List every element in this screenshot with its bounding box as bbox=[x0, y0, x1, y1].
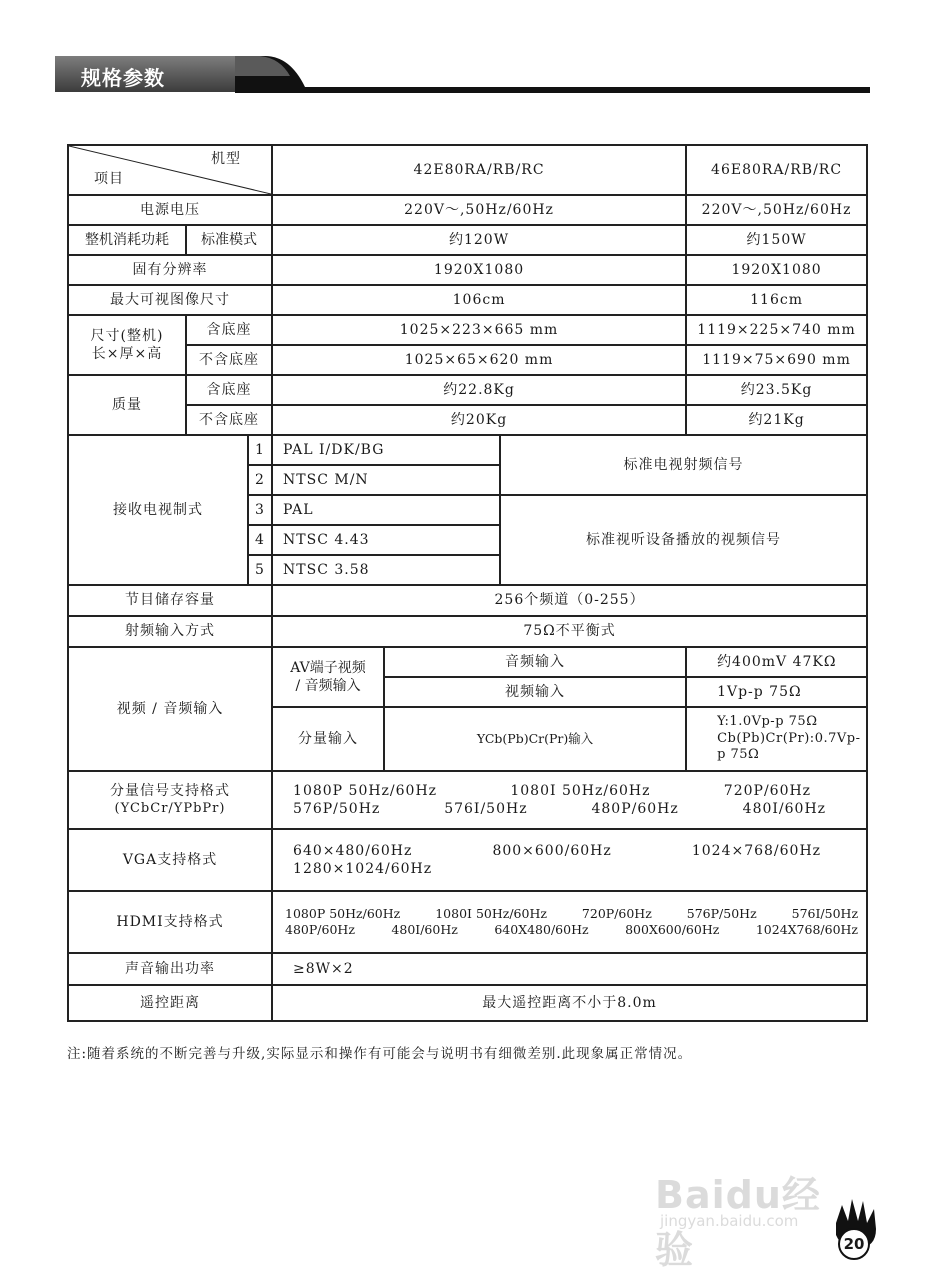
dimensions-label-line1: 尺寸(整机) bbox=[90, 327, 164, 344]
format-item: 576P/50Hz bbox=[686, 905, 757, 921]
dimensions-value: 1025×65×620 mm bbox=[272, 345, 686, 375]
watermark-brand: Baidu经验 bbox=[655, 1173, 821, 1272]
format-item: 1080P 50Hz/60Hz bbox=[285, 905, 401, 921]
av-terminal-label-line2: / 音频输入 bbox=[295, 678, 361, 694]
without-stand-label: 不含底座 bbox=[186, 405, 272, 435]
format-item: 576I/50Hz bbox=[444, 801, 528, 817]
component-formats-list bbox=[272, 771, 867, 829]
power-voltage-value: 220V～,50Hz/60Hz bbox=[272, 195, 686, 225]
tv-system-number: 5 bbox=[248, 555, 272, 585]
format-item: 576I/50Hz bbox=[791, 905, 859, 921]
dimensions-label-line2: 长×厚×高 bbox=[91, 346, 163, 362]
format-item: 576P/50Hz bbox=[293, 801, 381, 817]
audio-in-value: 约400mV 47KΩ bbox=[686, 647, 867, 677]
format-item: 1080I 50Hz/60Hz bbox=[510, 782, 651, 799]
format-item: 1280×1024/60Hz bbox=[293, 861, 433, 877]
with-stand-label: 含底座 bbox=[186, 315, 272, 345]
dimensions-value: 1119×225×740 mm bbox=[686, 315, 867, 345]
vga-formats-label: VGA支持格式 bbox=[68, 829, 272, 891]
channel-memory-value: 256个频道（0-255） bbox=[272, 585, 867, 616]
av-terminal-label-line1: AV端子视频 bbox=[290, 659, 366, 676]
resolution-label: 固有分辨率 bbox=[68, 255, 272, 285]
tv-system-number: 2 bbox=[248, 465, 272, 495]
model-header-1: 42E80RA/RB/RC bbox=[272, 145, 686, 195]
channel-memory-label: 节目储存容量 bbox=[68, 585, 272, 616]
tv-system-name: PAL I/DK/BG bbox=[272, 435, 500, 465]
corner-model-label: 机型 bbox=[211, 151, 242, 167]
page-header bbox=[55, 56, 870, 96]
av-terminal-label bbox=[272, 647, 384, 707]
dimensions-label bbox=[68, 315, 186, 375]
with-stand-label: 含底座 bbox=[186, 375, 272, 405]
component-type: YCb(Pb)Cr(Pr)输入 bbox=[384, 707, 686, 771]
tv-systems-label: 接收电视制式 bbox=[68, 435, 248, 585]
header-rule bbox=[305, 87, 870, 93]
screen-size-value: 116cm bbox=[686, 285, 867, 315]
format-item: 1024X768/60Hz bbox=[755, 922, 859, 937]
tv-system-number: 3 bbox=[248, 495, 272, 525]
power-consumption-label: 整机消耗功耗 bbox=[68, 225, 186, 255]
spec-table bbox=[67, 144, 868, 1022]
model-header-2: 46E80RA/RB/RC bbox=[686, 145, 867, 195]
without-stand-label: 不含底座 bbox=[186, 345, 272, 375]
weight-label: 质量 bbox=[68, 375, 186, 435]
resolution-value: 1920X1080 bbox=[686, 255, 867, 285]
rf-input-value: 75Ω不平衡式 bbox=[272, 616, 867, 647]
page-title: 规格参数 bbox=[81, 66, 165, 90]
tv-system-name: PAL bbox=[272, 495, 500, 525]
format-item: 720P/60Hz bbox=[723, 782, 812, 799]
power-mode-label: 标准模式 bbox=[186, 225, 272, 255]
weight-value: 约21Kg bbox=[686, 405, 867, 435]
dimensions-value: 1025×223×665 mm bbox=[272, 315, 686, 345]
format-item: 480I/60Hz bbox=[391, 922, 458, 937]
dimensions-value: 1119×75×690 mm bbox=[686, 345, 867, 375]
header-curve bbox=[235, 56, 315, 96]
format-item: 800×600/60Hz bbox=[492, 842, 612, 859]
power-consumption-value: 约120W bbox=[272, 225, 686, 255]
component-label: 分量输入 bbox=[272, 707, 384, 771]
power-voltage-label: 电源电压 bbox=[68, 195, 272, 225]
tv-system-name: NTSC 4.43 bbox=[272, 525, 500, 555]
video-in-label: 视频输入 bbox=[384, 677, 686, 707]
power-consumption-value: 约150W bbox=[686, 225, 867, 255]
hdmi-formats-label: HDMI支持格式 bbox=[68, 891, 272, 953]
vga-formats-list bbox=[272, 829, 867, 891]
format-item: 480I/60Hz bbox=[742, 801, 827, 817]
resolution-value: 1920X1080 bbox=[272, 255, 686, 285]
format-item: 480P/60Hz bbox=[591, 801, 679, 817]
format-item: 720P/60Hz bbox=[581, 905, 652, 921]
tv-system-desc: 标准视听设备播放的视频信号 bbox=[500, 495, 867, 585]
corner-cell bbox=[68, 145, 272, 195]
rf-input-label: 射频输入方式 bbox=[68, 616, 272, 647]
screen-size-value: 106cm bbox=[272, 285, 686, 315]
format-item: 640X480/60Hz bbox=[494, 922, 589, 937]
format-item: 800X600/60Hz bbox=[625, 922, 720, 937]
component-formats-label bbox=[68, 771, 272, 829]
component-formats-label-line2: (YCbCr/YPbPr) bbox=[114, 800, 226, 816]
video-in-value: 1Vp-p 75Ω bbox=[686, 677, 867, 707]
tv-system-number: 4 bbox=[248, 525, 272, 555]
weight-value: 约23.5Kg bbox=[686, 375, 867, 405]
format-item: 1080P 50Hz/60Hz bbox=[293, 782, 438, 799]
format-item: 480P/60Hz bbox=[285, 922, 355, 937]
component-formats-label-line1: 分量信号支持格式 bbox=[110, 783, 231, 800]
tv-system-number: 1 bbox=[248, 435, 272, 465]
weight-value: 约20Kg bbox=[272, 405, 686, 435]
audio-in-label: 音频输入 bbox=[384, 647, 686, 677]
audio-output-value: ≥8W×2 bbox=[272, 953, 867, 985]
format-item: 640×480/60Hz bbox=[293, 842, 413, 859]
component-value-line2: Cb(Pb)Cr(Pr):0.7Vp-p 75Ω bbox=[717, 730, 861, 763]
component-value-line1: Y:1.0Vp-p 75Ω bbox=[717, 713, 818, 729]
footnote: 注:随着系统的不断完善与升级,实际显示和操作有可能会与说明书有细微差别.此现象属正常情况。 bbox=[67, 1046, 693, 1062]
power-voltage-value: 220V～,50Hz/60Hz bbox=[686, 195, 867, 225]
component-value bbox=[686, 707, 867, 771]
tv-system-name: NTSC 3.58 bbox=[272, 555, 500, 585]
watermark-url: jingyan.baidu.com bbox=[660, 1212, 799, 1230]
tv-system-desc: 标准电视射频信号 bbox=[500, 435, 867, 495]
av-input-label: 视频 / 音频输入 bbox=[68, 647, 272, 771]
format-item: 1024×768/60Hz bbox=[691, 842, 822, 859]
format-item: 1080I 50Hz/60Hz bbox=[435, 905, 547, 921]
page-number: 20 bbox=[838, 1228, 870, 1260]
screen-size-label: 最大可视图像尺寸 bbox=[68, 285, 272, 315]
corner-item-label: 项目 bbox=[94, 170, 124, 187]
weight-value: 约22.8Kg bbox=[272, 375, 686, 405]
hdmi-formats-list bbox=[272, 891, 867, 953]
audio-output-label: 声音输出功率 bbox=[68, 953, 272, 985]
remote-distance-value: 最大遥控距离不小于8.0m bbox=[272, 985, 867, 1021]
tv-system-name: NTSC M/N bbox=[272, 465, 500, 495]
remote-distance-label: 遥控距离 bbox=[68, 985, 272, 1021]
